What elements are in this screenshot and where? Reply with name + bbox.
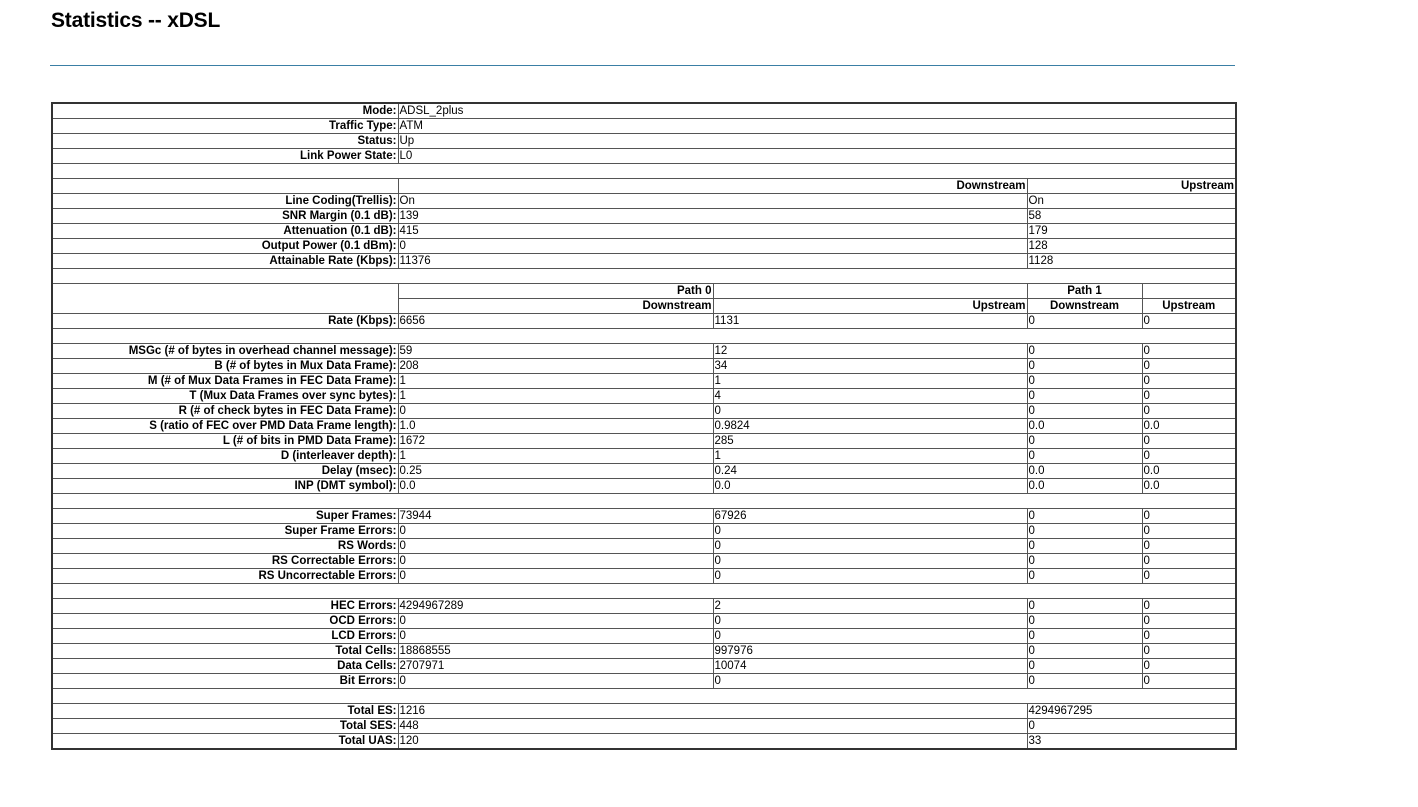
totals-row — [52, 704, 1236, 719]
cells-row — [52, 674, 1236, 689]
superframe-row — [52, 539, 1236, 554]
path0-down-value: 2707971 — [398, 659, 713, 674]
path0-up-value: 12 — [713, 344, 1027, 359]
row-label: B (# of bytes in Mux Data Frame): — [52, 359, 398, 374]
path0-up-value: 67926 — [713, 509, 1027, 524]
path0-up-value: 0 — [713, 614, 1027, 629]
upstream-value: On — [1027, 194, 1236, 209]
row-label: D (interleaver depth): — [52, 449, 398, 464]
totals-row — [52, 719, 1236, 734]
empty-cell — [52, 284, 398, 299]
path1-down-value: 0 — [1027, 614, 1142, 629]
path0-down-value: 0 — [398, 539, 713, 554]
row-label: RS Correctable Errors: — [52, 554, 398, 569]
framing-row — [52, 374, 1236, 389]
path1-down-value: 0 — [1027, 509, 1142, 524]
line-row — [52, 194, 1236, 209]
path1-up-value: 0 — [1142, 614, 1236, 629]
row-label: Bit Errors: — [52, 674, 398, 689]
row-label: INP (DMT symbol): — [52, 479, 398, 494]
path1-up-value: 0 — [1142, 509, 1236, 524]
framing-row — [52, 464, 1236, 479]
upstream-header: Upstream — [1027, 179, 1236, 194]
path1-down-value: 0 — [1027, 359, 1142, 374]
path0-down-value: 208 — [398, 359, 713, 374]
row-label: Data Cells: — [52, 659, 398, 674]
row-label: RS Words: — [52, 539, 398, 554]
row-label: Output Power (0.1 dBm): — [52, 239, 398, 254]
totals-row — [52, 734, 1236, 750]
xdsl-stats-table — [51, 102, 1237, 750]
downstream-value: 139 — [398, 209, 1027, 224]
path1-down-value: 0 — [1027, 659, 1142, 674]
framing-row — [52, 389, 1236, 404]
row-label: Total ES: — [52, 704, 398, 719]
framing-row — [52, 434, 1236, 449]
path1-up-value: 0 — [1142, 569, 1236, 584]
path0-up-value: 997976 — [713, 644, 1027, 659]
spacer-cell — [52, 689, 1236, 704]
path1-header: Path 1 — [1027, 284, 1142, 299]
path1-up-value: 0 — [1142, 554, 1236, 569]
row-value: Up — [398, 134, 1236, 149]
path1-up-value: 0.0 — [1142, 419, 1236, 434]
path1-up-value: 0 — [1142, 539, 1236, 554]
framing-row — [52, 404, 1236, 419]
path0-up-value: 0 — [713, 524, 1027, 539]
spacer-cell — [52, 329, 1236, 344]
info-row-mode — [52, 103, 1236, 119]
path0-down-value: 1.0 — [398, 419, 713, 434]
spacer-row — [52, 494, 1236, 509]
downstream-header: Downstream — [398, 179, 1027, 194]
path1-up-value: 0 — [1142, 359, 1236, 374]
path-subheader-row — [52, 299, 1236, 314]
path0-down-value: 0 — [398, 569, 713, 584]
downstream-value: 120 — [398, 734, 1027, 750]
upstream-value: 128 — [1027, 239, 1236, 254]
rate-row — [52, 314, 1236, 329]
row-label: Rate (Kbps): — [52, 314, 398, 329]
empty-cell — [1142, 284, 1236, 299]
path1-down-value: 0.0 — [1027, 479, 1142, 494]
path1-down-value: 0 — [1027, 374, 1142, 389]
line-row — [52, 254, 1236, 269]
downstream-value: 1216 — [398, 704, 1027, 719]
line-header-row — [52, 179, 1236, 194]
spacer-row — [52, 689, 1236, 704]
path0-down-value: 18868555 — [398, 644, 713, 659]
path1-up-value: 0 — [1142, 404, 1236, 419]
superframe-row — [52, 524, 1236, 539]
title-divider — [50, 65, 1235, 66]
row-label: LCD Errors: — [52, 629, 398, 644]
empty-cell — [52, 299, 398, 314]
path0-up-value: 0 — [713, 569, 1027, 584]
path1-down-value: 0 — [1027, 539, 1142, 554]
row-label: Link Power State: — [52, 149, 398, 164]
path0-up-value: 4 — [713, 389, 1027, 404]
downstream-value: 0 — [398, 239, 1027, 254]
path0-down-value: 0 — [398, 614, 713, 629]
downstream-value: On — [398, 194, 1027, 209]
row-label: Total SES: — [52, 719, 398, 734]
downstream-value: 11376 — [398, 254, 1027, 269]
row-label: Super Frame Errors: — [52, 524, 398, 539]
path1-down-value: 0 — [1027, 434, 1142, 449]
cells-row — [52, 614, 1236, 629]
upstream-value: 0 — [1027, 719, 1236, 734]
downstream-value: 448 — [398, 719, 1027, 734]
superframe-row — [52, 569, 1236, 584]
path0-down-value: 6656 — [398, 314, 713, 329]
path0-down-value: 0 — [398, 554, 713, 569]
row-label: Line Coding(Trellis): — [52, 194, 398, 209]
row-label: Total UAS: — [52, 734, 398, 750]
framing-row — [52, 419, 1236, 434]
path1-down-value: 0 — [1027, 314, 1142, 329]
framing-row — [52, 359, 1236, 374]
path0-down-value: 1 — [398, 389, 713, 404]
upstream-value: 58 — [1027, 209, 1236, 224]
spacer-cell — [52, 494, 1236, 509]
path1-up-value: 0 — [1142, 674, 1236, 689]
path1-down-value: 0 — [1027, 344, 1142, 359]
path1-down-value: 0 — [1027, 629, 1142, 644]
empty-cell — [713, 284, 1027, 299]
path0-down-value: 0.25 — [398, 464, 713, 479]
path1-up-value: 0 — [1142, 659, 1236, 674]
path0-up-value: 1 — [713, 374, 1027, 389]
path1-up-value: 0 — [1142, 644, 1236, 659]
path0-up-value: 1131 — [713, 314, 1027, 329]
downstream-value: 415 — [398, 224, 1027, 239]
path0-down-value: 59 — [398, 344, 713, 359]
path1-up-value: 0.0 — [1142, 479, 1236, 494]
path1-up-value: 0 — [1142, 344, 1236, 359]
path1-down-value: 0 — [1027, 599, 1142, 614]
row-value: L0 — [398, 149, 1236, 164]
path0-up-value: 0 — [713, 674, 1027, 689]
path0-down-value: 4294967289 — [398, 599, 713, 614]
path1-down-value: 0.0 — [1027, 464, 1142, 479]
superframe-row — [52, 509, 1236, 524]
framing-row — [52, 479, 1236, 494]
path0-down-value: 0 — [398, 524, 713, 539]
path1-down-value: 0 — [1027, 389, 1142, 404]
path0-downstream-header: Downstream — [398, 299, 713, 314]
row-label: Attenuation (0.1 dB): — [52, 224, 398, 239]
path1-up-value: 0 — [1142, 434, 1236, 449]
path0-up-value: 34 — [713, 359, 1027, 374]
cells-row — [52, 599, 1236, 614]
upstream-value: 1128 — [1027, 254, 1236, 269]
spacer-row — [52, 329, 1236, 344]
path1-down-value: 0 — [1027, 524, 1142, 539]
path0-up-value: 0 — [713, 554, 1027, 569]
path0-down-value: 0 — [398, 404, 713, 419]
upstream-value: 179 — [1027, 224, 1236, 239]
row-label: T (Mux Data Frames over sync bytes): — [52, 389, 398, 404]
path0-up-value: 0.24 — [713, 464, 1027, 479]
path0-down-value: 0 — [398, 674, 713, 689]
info-row-traffic-type — [52, 119, 1236, 134]
path0-down-value: 0 — [398, 629, 713, 644]
row-value: ADSL_2plus — [398, 103, 1236, 119]
path-header-row — [52, 284, 1236, 299]
path1-up-value: 0 — [1142, 389, 1236, 404]
row-label: S (ratio of FEC over PMD Data Frame length): — [52, 419, 398, 434]
row-label: Delay (msec): — [52, 464, 398, 479]
spacer-row — [52, 164, 1236, 179]
row-label: M (# of Mux Data Frames in FEC Data Frame): — [52, 374, 398, 389]
path1-upstream-header: Upstream — [1142, 299, 1236, 314]
path1-down-value: 0 — [1027, 569, 1142, 584]
path1-down-value: 0 — [1027, 554, 1142, 569]
line-row — [52, 209, 1236, 224]
path1-down-value: 0 — [1027, 449, 1142, 464]
line-row — [52, 224, 1236, 239]
row-label: Mode: — [52, 103, 398, 119]
framing-row — [52, 344, 1236, 359]
row-value: ATM — [398, 119, 1236, 134]
info-row-link-power-state — [52, 149, 1236, 164]
cells-row — [52, 659, 1236, 674]
path0-down-value: 0.0 — [398, 479, 713, 494]
row-label: Status: — [52, 134, 398, 149]
upstream-value: 4294967295 — [1027, 704, 1236, 719]
path0-up-value: 2 — [713, 599, 1027, 614]
row-label: Total Cells: — [52, 644, 398, 659]
spacer-cell — [52, 269, 1236, 284]
path0-up-value: 0.9824 — [713, 419, 1027, 434]
row-label: Traffic Type: — [52, 119, 398, 134]
row-label: OCD Errors: — [52, 614, 398, 629]
upstream-value: 33 — [1027, 734, 1236, 750]
path1-downstream-header: Downstream — [1027, 299, 1142, 314]
path1-up-value: 0 — [1142, 374, 1236, 389]
path0-up-value: 0.0 — [713, 479, 1027, 494]
spacer-cell — [52, 164, 1236, 179]
row-label: RS Uncorrectable Errors: — [52, 569, 398, 584]
path0-up-value: 0 — [713, 404, 1027, 419]
row-label: Super Frames: — [52, 509, 398, 524]
path1-down-value: 0 — [1027, 644, 1142, 659]
row-label: SNR Margin (0.1 dB): — [52, 209, 398, 224]
path0-down-value: 1 — [398, 374, 713, 389]
path0-up-value: 285 — [713, 434, 1027, 449]
path1-up-value: 0 — [1142, 449, 1236, 464]
path1-up-value: 0 — [1142, 629, 1236, 644]
spacer-cell — [52, 584, 1236, 599]
spacer-row — [52, 269, 1236, 284]
path1-up-value: 0 — [1142, 599, 1236, 614]
row-label: Attainable Rate (Kbps): — [52, 254, 398, 269]
superframe-row — [52, 554, 1236, 569]
path0-up-value: 0 — [713, 539, 1027, 554]
path1-up-value: 0 — [1142, 524, 1236, 539]
row-label: MSGc (# of bytes in overhead channel message): — [52, 344, 398, 359]
row-label: R (# of check bytes in FEC Data Frame): — [52, 404, 398, 419]
empty-cell — [52, 179, 398, 194]
cells-row — [52, 629, 1236, 644]
framing-row — [52, 449, 1236, 464]
path0-up-value: 10074 — [713, 659, 1027, 674]
path1-down-value: 0.0 — [1027, 419, 1142, 434]
line-row — [52, 239, 1236, 254]
page-title: Statistics -- xDSL — [51, 9, 221, 32]
spacer-row — [52, 584, 1236, 599]
row-label: HEC Errors: — [52, 599, 398, 614]
path1-up-value: 0.0 — [1142, 464, 1236, 479]
row-label: L (# of bits in PMD Data Frame): — [52, 434, 398, 449]
path0-header: Path 0 — [398, 284, 713, 299]
path0-down-value: 1672 — [398, 434, 713, 449]
path0-upstream-header: Upstream — [713, 299, 1027, 314]
path1-down-value: 0 — [1027, 674, 1142, 689]
path1-down-value: 0 — [1027, 404, 1142, 419]
path0-down-value: 1 — [398, 449, 713, 464]
cells-row — [52, 644, 1236, 659]
info-row-status — [52, 134, 1236, 149]
path0-up-value: 1 — [713, 449, 1027, 464]
path0-down-value: 73944 — [398, 509, 713, 524]
path0-up-value: 0 — [713, 629, 1027, 644]
path1-up-value: 0 — [1142, 314, 1236, 329]
